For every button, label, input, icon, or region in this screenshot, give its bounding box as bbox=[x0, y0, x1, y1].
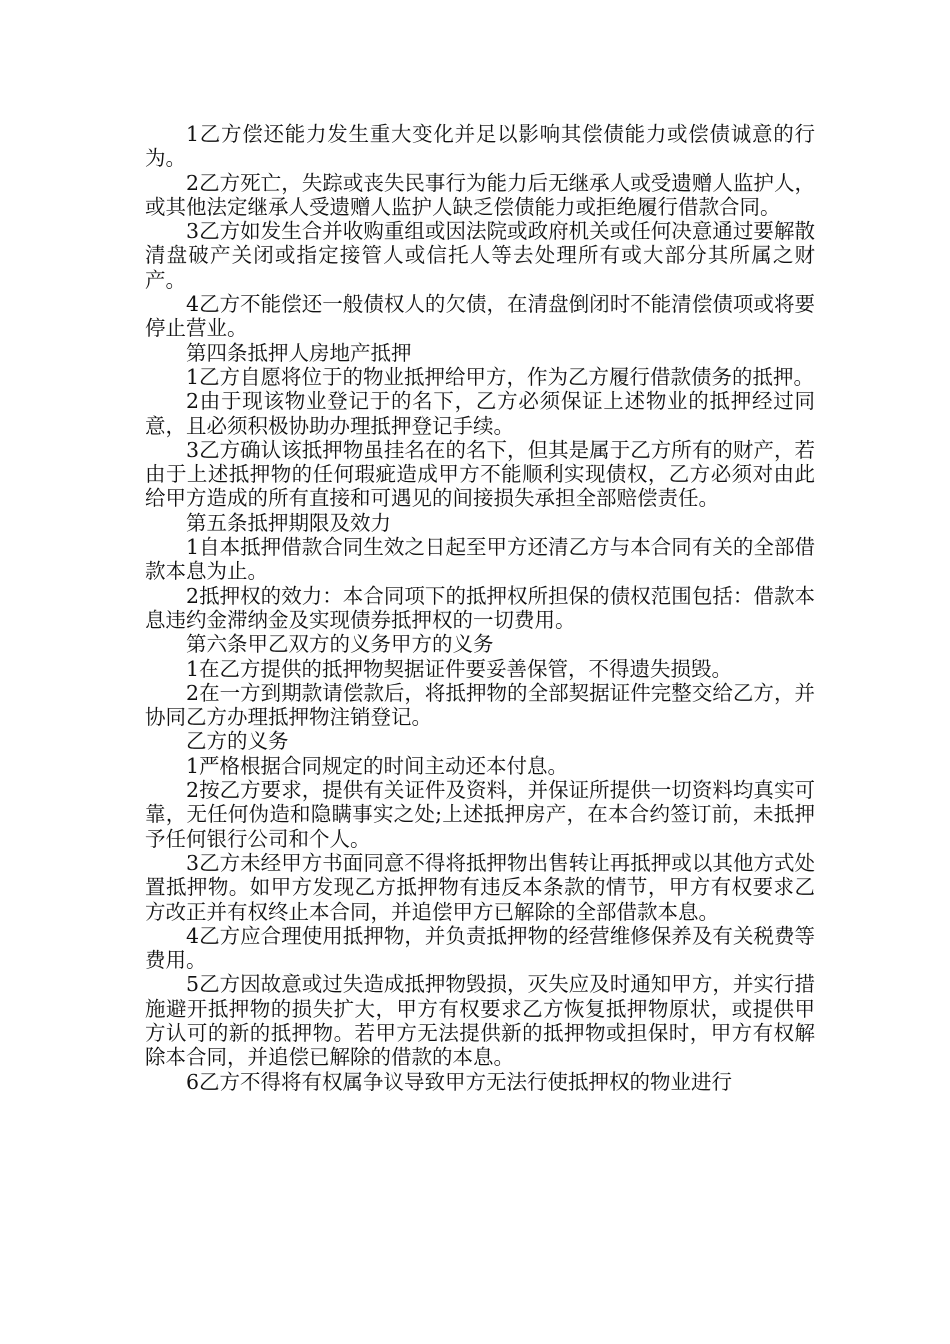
paragraph-8: 1自本抵押借款合同生效之日起至甲方还清乙方与本合同有关的全部借款本息为止。 bbox=[145, 535, 815, 584]
paragraph-5: 1乙方自愿将位于的物业抵押给甲方，作为乙方履行借款债务的抵押。 bbox=[186, 364, 815, 389]
paragraph-7: 3乙方确认该抵押物虽挂名在的名下，但其是属于乙方所有的财产，若由于上述抵押物的任何瑕疵造成甲方不能顺利实现债权，乙方必须对由此给甲方造成的所有直接和可遇见的间接损失承担全部赔偿责任。 bbox=[145, 437, 815, 511]
paragraph-15: 4乙方应合理使用抵押物，并负责抵押物的经营维修保养及有关税费等费用。 bbox=[145, 923, 815, 973]
paragraph-10: 1在乙方提供的抵押物契据证件要妥善保管，不得遗失损毁。 bbox=[186, 656, 733, 681]
section-heading-article-5: 第五条抵押期限及效力 bbox=[186, 510, 391, 535]
paragraph-6: 2由于现该物业登记于的名下，乙方必须保证上述物业的抵押经过同意，且必须积极协助办理抵押登记手续。 bbox=[145, 389, 815, 438]
paragraph-11: 2在一方到期款请偿款后，将抵押物的全部契据证件完整交给乙方，并协同乙方办理抵押物注销登记。 bbox=[145, 680, 815, 730]
paragraph-13: 2按乙方要求，提供有关证件及资料，并保证所提供一切资料均真实可靠，无任何伪造和隐瞒事实之处;上述抵押房产，在本合约签订前，未抵押予任何银行公司和个人。 bbox=[145, 778, 815, 851]
paragraph-4: 4乙方不能偿还一般债权人的欠债，在清盘倒闭时不能清偿债项或将要停止营业。 bbox=[145, 292, 815, 341]
paragraph-3: 3乙方如发生合并收购重组或因法院或政府机关或任何决意通过要解散清盘破产关闭或指定接管人或信托人等去处理所有或大部分其所属之财产。 bbox=[145, 219, 815, 292]
paragraph-1: 1乙方偿还能力发生重大变化并足以影响其偿债能力或偿债诚意的行为。 bbox=[145, 122, 815, 171]
paragraph-9: 2抵押权的效力：本合同项下的抵押权所担保的债权范围包括：借款本息违约金滞纳金及实现债券抵押权的一切费用。 bbox=[145, 583, 815, 632]
subheading-party-b-obligations: 乙方的义务 bbox=[186, 729, 289, 754]
paragraph-14: 3乙方未经甲方书面同意不得将抵押物出售转让再抵押或以其他方式处置抵押物。如甲方发现乙方抵押物有违反本条款的情节，甲方有权要求乙方改正并有权终止本合同，并追偿甲方已解除的全部借款本息。 bbox=[145, 850, 815, 924]
section-heading-article-4: 第四条抵押人房地产抵押 bbox=[186, 340, 412, 365]
paragraph-2: 2乙方死亡，失踪或丧失民事行为能力后无继承人或受遗赠人监护人，或其他法定继承人受遗赠人监护人缺乏偿债能力或拒绝履行借款合同。 bbox=[145, 170, 815, 219]
paragraph-17: 6乙方不得将有权属争议导致甲方无法行使抵押权的物业进行 bbox=[186, 1069, 733, 1094]
document-page bbox=[145, 122, 815, 1094]
paragraph-12: 1严格根据合同规定的时间主动还本付息。 bbox=[186, 753, 569, 778]
paragraph-16: 5乙方因故意或过失造成抵押物毁损，灭失应及时通知甲方，并实行措施避开抵押物的损失扩大，甲方有权要求乙方恢复抵押物原状，或提供甲方认可的新的抵押物。若甲方无法提供新的抵押物或担保时，甲方有权解除本合同，并追偿已解除的借款的本息。 bbox=[145, 972, 815, 1070]
section-heading-article-6: 第六条甲乙双方的义务甲方的义务 bbox=[186, 632, 494, 657]
